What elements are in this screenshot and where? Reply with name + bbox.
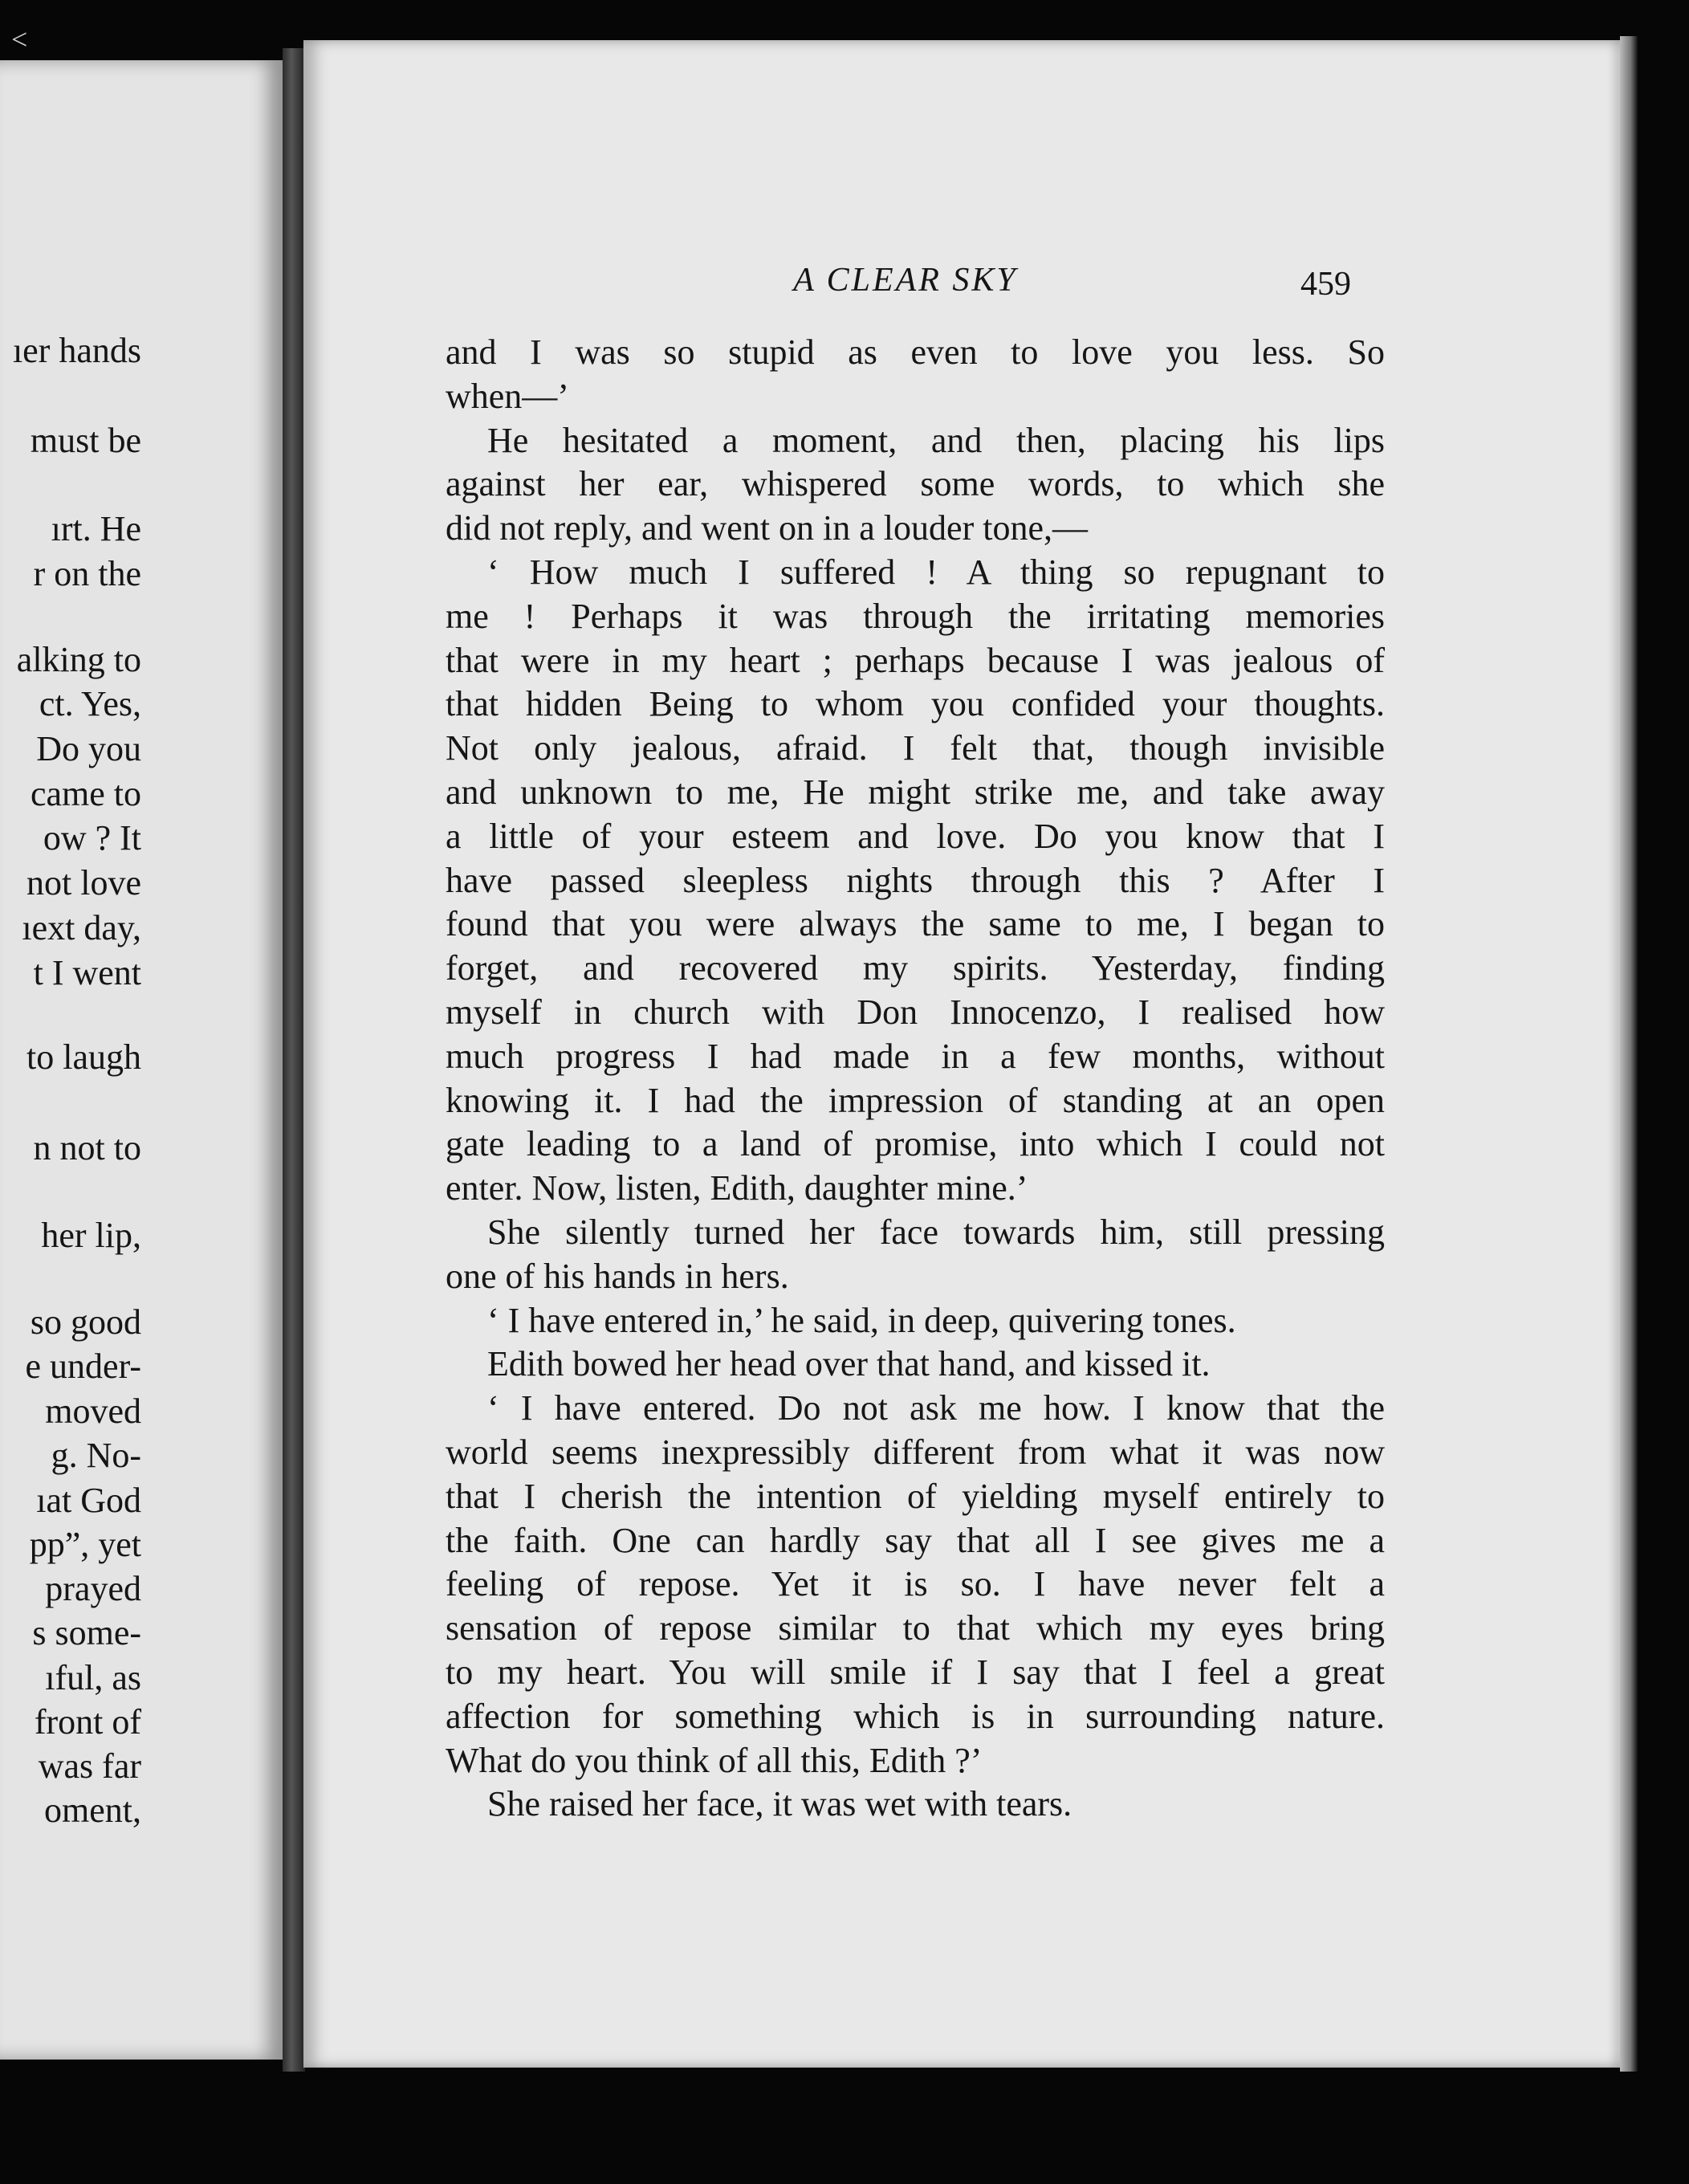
previous-page-line: ct. Yes, (39, 684, 141, 723)
previous-page-line: Do you (36, 729, 141, 768)
text-line: world seems inexpressibly different from what it was now (446, 1432, 1385, 1472)
page-number: 459 (1300, 266, 1351, 303)
text-line: when—’ (446, 376, 569, 416)
previous-page-line: ıful, as (45, 1658, 141, 1697)
previous-page-line: e under- (25, 1347, 141, 1386)
text-line: affection for something which is in surrounding nature. (446, 1696, 1385, 1736)
text-line: a little of your esteem and love. Do you know that I (446, 816, 1385, 856)
previous-page-line: was far (38, 1746, 141, 1786)
previous-page-line: s some- (32, 1613, 141, 1652)
text-line: against her ear, whispered some words, to which she (446, 464, 1385, 504)
running-head: A CLEAR SKY (793, 262, 1018, 299)
previous-page-line: g. No- (51, 1436, 141, 1475)
body-text (446, 331, 1385, 1827)
previous-page-line: must be (30, 421, 141, 460)
text-line: that hidden Being to whom you confided your thoughts. (446, 684, 1385, 724)
previous-page-line: came to (30, 774, 141, 813)
previous-page-line: t I went (33, 953, 141, 992)
text-line: much progress I had made in a few months, without (446, 1036, 1385, 1076)
text-line: that I cherish the intention of yielding myself entirely to (446, 1476, 1385, 1516)
previous-page-line: oment, (44, 1791, 141, 1830)
text-line: gate leading to a land of promise, into which I could not (446, 1124, 1385, 1164)
previous-page-line: pp”, yet (29, 1525, 141, 1564)
text-line: knowing it. I had the impression of standing at an open (446, 1080, 1385, 1120)
previous-page-edge (0, 60, 291, 2060)
text-line: that were in my heart ; perhaps because I was jealous of (446, 640, 1385, 680)
previous-page-line: r on the (33, 554, 141, 593)
previous-page-line: moved (45, 1391, 141, 1431)
text-line: have passed sleepless nights through this ? After I (446, 860, 1385, 900)
previous-page-line: not love (26, 863, 141, 903)
text-line: and unknown to me, He might strike me, and take away (446, 772, 1385, 812)
text-line: and I was so stupid as even to love you less. So (446, 332, 1385, 372)
text-line: ‘ How much I suffered ! A thing so repugnant to (487, 552, 1385, 592)
text-line: found that you were always the same to me, I began to (446, 904, 1385, 944)
previous-page-line: ıext day, (22, 908, 141, 947)
previous-page-line: ırt. He (51, 509, 141, 548)
previous-page-line: ıer hands (12, 331, 141, 370)
text-line: forget, and recovered my spirits. Yesterday, finding (446, 948, 1385, 988)
previous-page-line: her lip, (41, 1216, 141, 1255)
previous-page-line: ıat God (36, 1481, 141, 1520)
text-line: ‘ I have entered in,’ he said, in deep, quivering tones. (487, 1300, 1236, 1340)
text-line: to my heart. You will smile if I say that I feel a great (446, 1652, 1385, 1692)
text-line: me ! Perhaps it was through the irritating memories (446, 596, 1385, 636)
previous-page-line: prayed (45, 1569, 141, 1608)
previous-page-line: alking to (16, 640, 141, 679)
book-gutter (283, 48, 305, 2072)
text-line: He hesitated a moment, and then, placing his lips (487, 420, 1385, 460)
text-line: feeling of repose. Yet it is so. I have never felt a (446, 1564, 1385, 1604)
text-line: She silently turned her face towards him, still pressing (487, 1212, 1385, 1252)
corner-mark: < (11, 23, 28, 55)
page-edge-shadow (1620, 36, 1638, 2072)
text-line: sensation of repose similar to that which my eyes bring (446, 1608, 1385, 1648)
text-line: ‘ I have entered. Do not ask me how. I know that the (487, 1388, 1385, 1428)
text-line: one of his hands in hers. (446, 1256, 789, 1296)
previous-page-line: n not to (33, 1128, 141, 1167)
text-line: enter. Now, listen, Edith, daughter mine.’ (446, 1168, 1028, 1208)
text-line: Not only jealous, afraid. I felt that, though invisible (446, 728, 1385, 768)
text-line: did not reply, and went on in a louder tone,— (446, 508, 1088, 548)
text-line: What do you think of all this, Edith ?’ (446, 1740, 983, 1780)
text-line: She raised her face, it was wet with tears. (487, 1784, 1072, 1824)
previous-page-line: to laugh (26, 1037, 141, 1077)
text-line: the faith. One can hardly say that all I see gives me a (446, 1520, 1385, 1560)
previous-page-line: ow ? It (43, 818, 141, 858)
previous-page-line: front of (34, 1702, 141, 1742)
previous-page-line: so good (30, 1302, 141, 1342)
text-line: myself in church with Don Innocenzo, I realised how (446, 992, 1385, 1032)
text-line: Edith bowed her head over that hand, and kissed it. (487, 1344, 1211, 1384)
